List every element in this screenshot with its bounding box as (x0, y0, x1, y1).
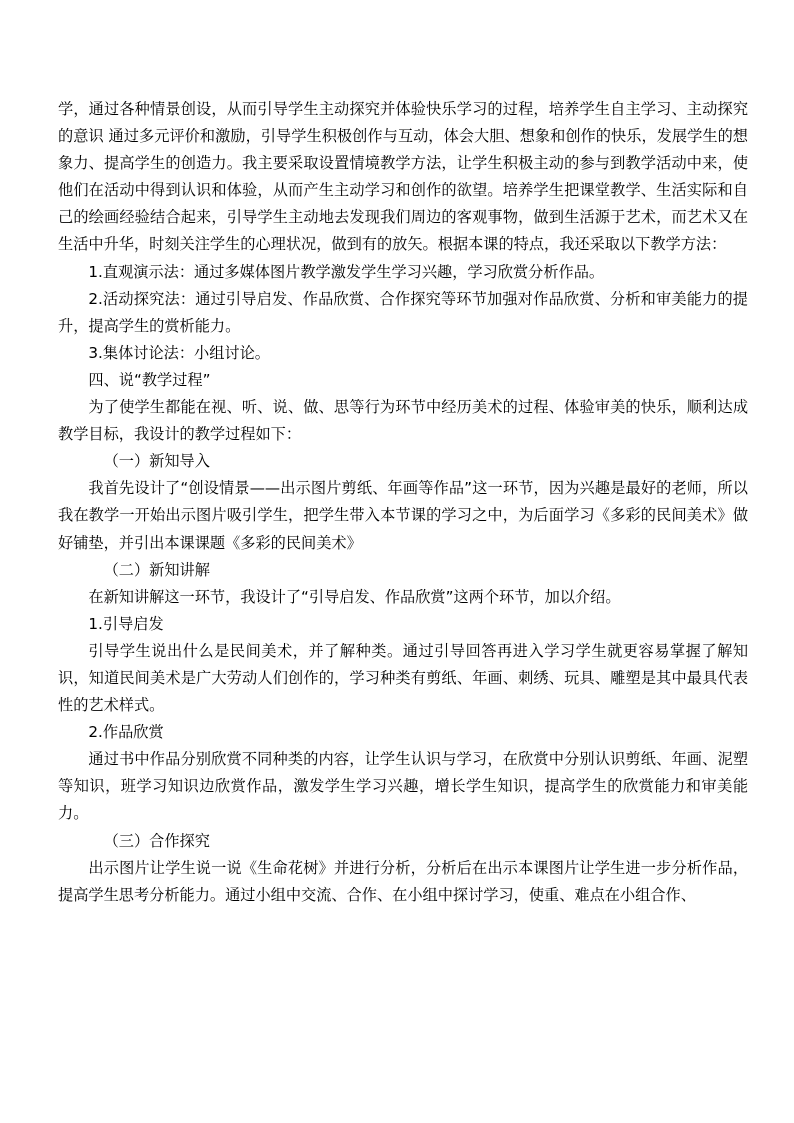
list-item-method-3: 3.集体讨论法：小组讨论。 (88, 343, 270, 362)
list-item-method-2: 2.活动探究法：通过引导启发、作品欣赏、合作探究等环节加强对作品欣赏、分析和审美能力的提升，提高学生的赏析能力。 (58, 289, 748, 335)
subheading-cooperative-inquiry: （三）合作探究 (103, 831, 210, 850)
paragraph-new-knowledge-intro: 我首先设计了“创设情景——出示图片剪纸、年画等作品”这一环节，因为兴趣是最好的老师，所以我在教学一开始出示图片吸引学生，把学生带入本节课的学习之中，为后面学习《多彩的民间美术》做好铺垫，并引出本课课题《多彩的民间美术》 (58, 479, 748, 552)
subheading-new-knowledge-explain: （二）新知讲解 (103, 560, 210, 579)
subheading-guidance: 1.引导启发 (88, 614, 164, 633)
subheading-appreciation: 2.作品欣赏 (88, 723, 164, 742)
document-body (58, 96, 748, 909)
list-item-method-1: 1.直观演示法：通过多媒体图片教学激发学生学习兴趣，学习欣赏分析作品。 (88, 262, 605, 281)
paragraph-teaching-method-intro: 学，通过各种情景创设，从而引导学生主动探究并体验快乐学习的过程，培养学生自主学习、主动探究的意识 通过多元评价和激励，引导学生积极创作与互动，体会大胆、想象和创作的快乐，发展学生的想象力、提高学生的创造力。我主要采取设置情境教学方法，让学生积极主动的参与到教学活动中来，使他们在活动中得到认识和体验，从而产生主动学习和创作的欲望。培养学生把课堂教学、生活实际和自己的绘画经验结合起来，引导学生主动地去发现我们周边的客观事物，做到生活源于艺术，而艺术又在生活中升华，时刻关注学生的心理状况，做到有的放矢。根据本课的特点，我还采取以下教学方法： (58, 100, 748, 254)
paragraph-appreciation: 通过书中作品分别欣赏不同种类的内容，让学生认识与学习，在欣赏中分别认识剪纸、年画、泥塑等知识，班学习知识边欣赏作品，激发学生学习兴趣，增长学生知识，提高学生的欣赏能力和审美能力。 (58, 750, 748, 823)
subheading-new-knowledge-intro: （一）新知导入 (103, 452, 210, 471)
paragraph-process-intro: 为了使学生都能在视、听、说、做、思等行为环节中经历美术的过程、体验审美的快乐，顺利达成教学目标，我设计的教学过程如下： (58, 398, 748, 444)
paragraph-new-knowledge-explain: 在新知讲解这一环节，我设计了“引导启发、作品欣赏”这两个环节，加以介绍。 (88, 587, 621, 606)
section-heading-teaching-process: 四、说“教学过程” (88, 370, 211, 389)
paragraph-guidance: 引导学生说出什么是民间美术，并了解种类。通过引导回答再进入学习学生就更容易掌握了解知识，知道民间美术是广大劳动人们创作的，学习种类有剪纸、年画、刺绣、玩具、雕塑是其中最具代表性的艺术样式。 (58, 641, 748, 715)
paragraph-cooperative-inquiry: 出示图片让学生说一说《生命花树》并进行分析，分析后在出示本课图片让学生进一步分析作品，提高学生思考分析能力。通过小组中交流、合作、在小组中探讨学习，使重、难点在小组合作、 (58, 858, 748, 904)
